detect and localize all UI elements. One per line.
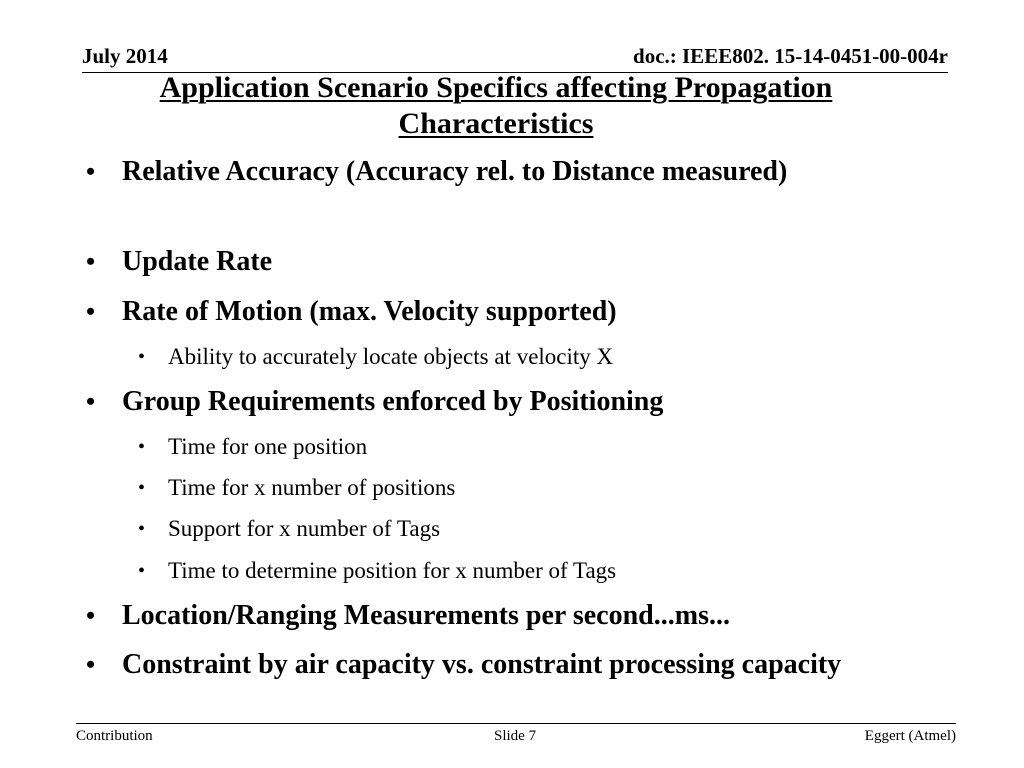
bullet-text: Group Requirements enforced by Positioning (122, 386, 664, 417)
slide-title-line-2: Characteristics (398, 107, 594, 140)
bullet-group-requirements (86, 382, 922, 422)
sub-bullet-icon: • (138, 518, 146, 540)
sub-bullet-text: Time to determine position for x number of Tags (168, 558, 617, 583)
sub-bullet-text: Time for x number of positions (168, 475, 456, 500)
sub-bullet-determine-position (138, 557, 928, 585)
slide-header (82, 44, 948, 73)
bullet-icon: • (86, 297, 96, 326)
sub-bullet-icon: • (138, 560, 146, 582)
header-date: July 2014 (82, 44, 168, 68)
sub-bullet-icon: • (138, 436, 146, 458)
bullet-update-rate (86, 242, 922, 282)
footer-slide-number: Slide 7 (494, 728, 537, 744)
bullet-location-ranging (86, 596, 922, 636)
bullet-rate-of-motion (86, 292, 922, 332)
header-doc-id: doc.: IEEE802. 15-14-0451-00-004r (633, 44, 948, 68)
bullet-icon: • (86, 387, 96, 416)
bullet-text: Location/Ranging Measurements per second...ms... (122, 600, 730, 631)
sub-bullet-icon: • (138, 346, 146, 368)
sub-bullet-text: Ability to accurately locate objects at velocity X (168, 344, 614, 369)
sub-bullet-one-position (138, 433, 928, 461)
sub-bullet-velocity (138, 343, 928, 371)
bullet-icon: • (86, 247, 96, 276)
bullet-constraint (86, 645, 922, 685)
bullet-text: Relative Accuracy (Accuracy rel. to Distance measured) (122, 156, 788, 187)
bullet-relative-accuracy (86, 152, 922, 192)
sub-bullet-x-positions (138, 474, 928, 502)
slide-title (60, 70, 932, 142)
bullet-icon: • (86, 601, 96, 630)
bullet-icon: • (86, 157, 96, 186)
sub-bullet-icon: • (138, 477, 146, 499)
sub-bullet-text: Time for one position (168, 434, 368, 459)
sub-bullet-text: Support for x number of Tags (168, 516, 441, 541)
bullet-text: Constraint by air capacity vs. constraint processing capacity (122, 649, 842, 680)
footer-divider (76, 723, 956, 724)
slide-title-line-1: Application Scenario Specifics affecting Propagation (159, 71, 833, 104)
footer-contribution: Contribution (76, 728, 153, 744)
bullet-text: Update Rate (122, 246, 273, 277)
sub-bullet-x-tags (138, 515, 928, 543)
footer-author: Eggert (Atmel) (864, 728, 956, 744)
bullet-icon: • (86, 650, 96, 679)
bullet-text: Rate of Motion (max. Velocity supported) (122, 296, 617, 327)
